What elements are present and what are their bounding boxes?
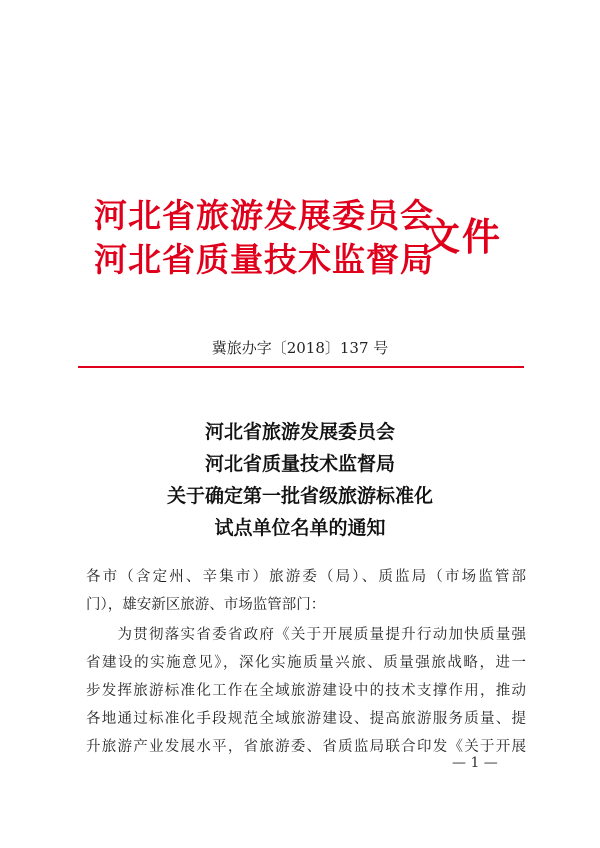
- body-line-6: 各地通过标准化手段规范全域旅游建设、提高旅游服务质量、提: [86, 711, 526, 727]
- title-line-2: 河北省质量技术监督局: [204, 453, 395, 475]
- document-word: 文件: [422, 214, 503, 259]
- document-number: 冀旅办字〔2018〕137 号: [211, 339, 389, 357]
- issuer-name-quality: 河北省质量技术监督局: [94, 240, 434, 279]
- body-line-2: 门），雄安新区旅游、市场监管部门：: [86, 597, 326, 613]
- page-number: — 1 —: [452, 755, 498, 771]
- body-line-5: 步发挥旅游标准化工作在全域旅游建设中的技术支撑作用，推动: [86, 683, 526, 699]
- title-line-3: 关于确定第一批省级旅游标准化: [166, 485, 433, 507]
- body-line-4: 省建设的实施意见》，深化实施质量兴旅、质量强旅战略，进一: [86, 655, 526, 671]
- body-line-3: 为贯彻落实省委省政府《关于开展质量提升行动加快质量强: [86, 627, 526, 643]
- body-line-1: 各市（含定州、辛集市）旅游委（局）、质监局（市场监管部: [86, 569, 526, 585]
- issuer-header: [94, 196, 514, 286]
- issuer-name-tourism: 河北省旅游发展委员会: [94, 196, 434, 235]
- body-line-7: 升旅游产业发展水平，省旅游委、省质监局联合印发《关于开展: [86, 739, 526, 755]
- red-divider: [78, 366, 524, 368]
- title-line-1: 河北省旅游发展委员会: [204, 421, 395, 443]
- title-line-4: 试点单位名单的通知: [214, 517, 386, 539]
